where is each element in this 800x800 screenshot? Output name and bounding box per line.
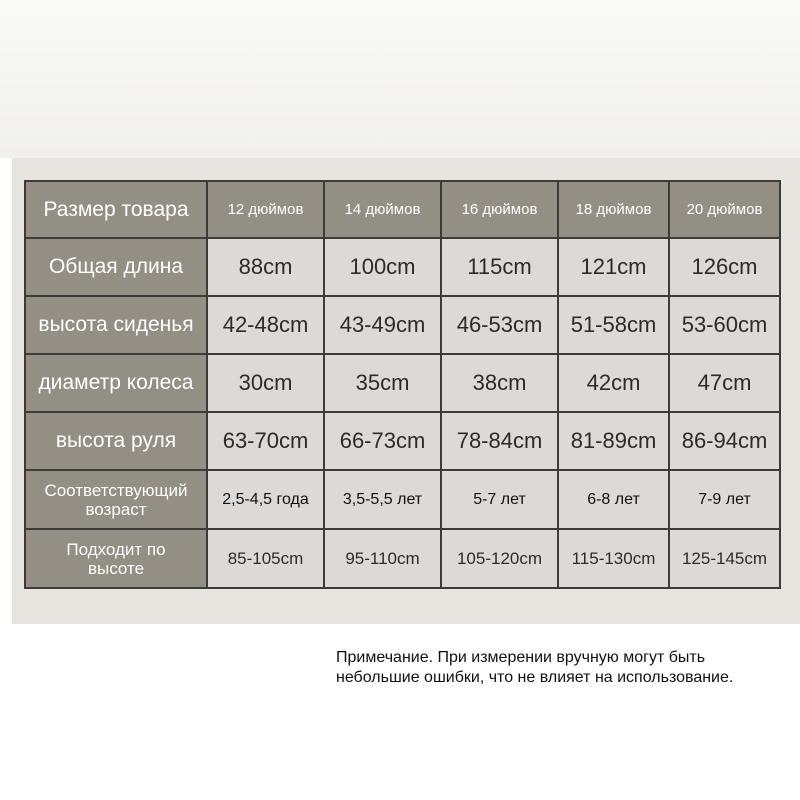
row-label-line: Подходит по xyxy=(66,539,166,559)
row-label-handlebar-height: высота руля xyxy=(25,412,207,470)
value-cell: 43-49cm xyxy=(324,296,441,354)
row-label-suitable-age xyxy=(25,470,207,529)
value-cell: 38cm xyxy=(441,354,558,412)
size-chart-table xyxy=(24,180,781,589)
value-cell: 88cm xyxy=(207,238,324,296)
value-cell: 86-94cm xyxy=(669,412,780,470)
row-label-line: высоте xyxy=(87,558,145,578)
value-cell: 66-73cm xyxy=(324,412,441,470)
value-cell: 100cm xyxy=(324,238,441,296)
value-cell: 47cm xyxy=(669,354,780,412)
row-wheel-diameter xyxy=(25,354,780,412)
header-size-14: 14 дюймов xyxy=(324,181,441,238)
header-size-12: 12 дюймов xyxy=(207,181,324,238)
value-cell: 3,5-5,5 лет xyxy=(324,470,441,529)
value-cell: 121cm xyxy=(558,238,669,296)
value-cell: 42-48cm xyxy=(207,296,324,354)
header-row xyxy=(25,181,780,238)
value-cell: 95-110cm xyxy=(324,529,441,588)
value-cell: 63-70cm xyxy=(207,412,324,470)
header-size-16: 16 дюймов xyxy=(441,181,558,238)
row-label-line: возраст xyxy=(85,499,147,519)
row-total-length xyxy=(25,238,780,296)
value-cell: 115-130cm xyxy=(558,529,669,588)
row-label-seat-height: высота сиденья xyxy=(25,296,207,354)
value-cell: 30cm xyxy=(207,354,324,412)
value-cell: 125-145cm xyxy=(669,529,780,588)
row-label-total-length: Общая длина xyxy=(25,238,207,296)
note-line: небольшие ошибки, что не влияет на использование. xyxy=(336,669,734,686)
value-cell: 7-9 лет xyxy=(669,470,780,529)
value-cell: 2,5-4,5 года xyxy=(207,470,324,529)
page-top-background xyxy=(0,0,800,158)
value-cell: 105-120cm xyxy=(441,529,558,588)
row-label-suitable-height xyxy=(25,529,207,588)
measurement-note xyxy=(336,648,796,688)
value-cell: 6-8 лет xyxy=(558,470,669,529)
value-cell: 115cm xyxy=(441,238,558,296)
value-cell: 53-60cm xyxy=(669,296,780,354)
row-label-wheel-diameter: диаметр колеса xyxy=(25,354,207,412)
value-cell: 5-7 лет xyxy=(441,470,558,529)
row-suitable-height xyxy=(25,529,780,588)
row-label-line: Соответствующий xyxy=(44,480,188,500)
value-cell: 42cm xyxy=(558,354,669,412)
header-product-size: Размер товара xyxy=(25,181,207,238)
row-seat-height xyxy=(25,296,780,354)
value-cell: 51-58cm xyxy=(558,296,669,354)
value-cell: 126cm xyxy=(669,238,780,296)
value-cell: 85-105cm xyxy=(207,529,324,588)
header-size-20: 20 дюймов xyxy=(669,181,780,238)
row-suitable-age xyxy=(25,470,780,529)
header-size-18: 18 дюймов xyxy=(558,181,669,238)
note-line: Примечание. При измерении вручную могут быть xyxy=(336,649,706,666)
value-cell: 78-84cm xyxy=(441,412,558,470)
row-handlebar-height xyxy=(25,412,780,470)
value-cell: 35cm xyxy=(324,354,441,412)
value-cell: 46-53cm xyxy=(441,296,558,354)
value-cell: 81-89cm xyxy=(558,412,669,470)
